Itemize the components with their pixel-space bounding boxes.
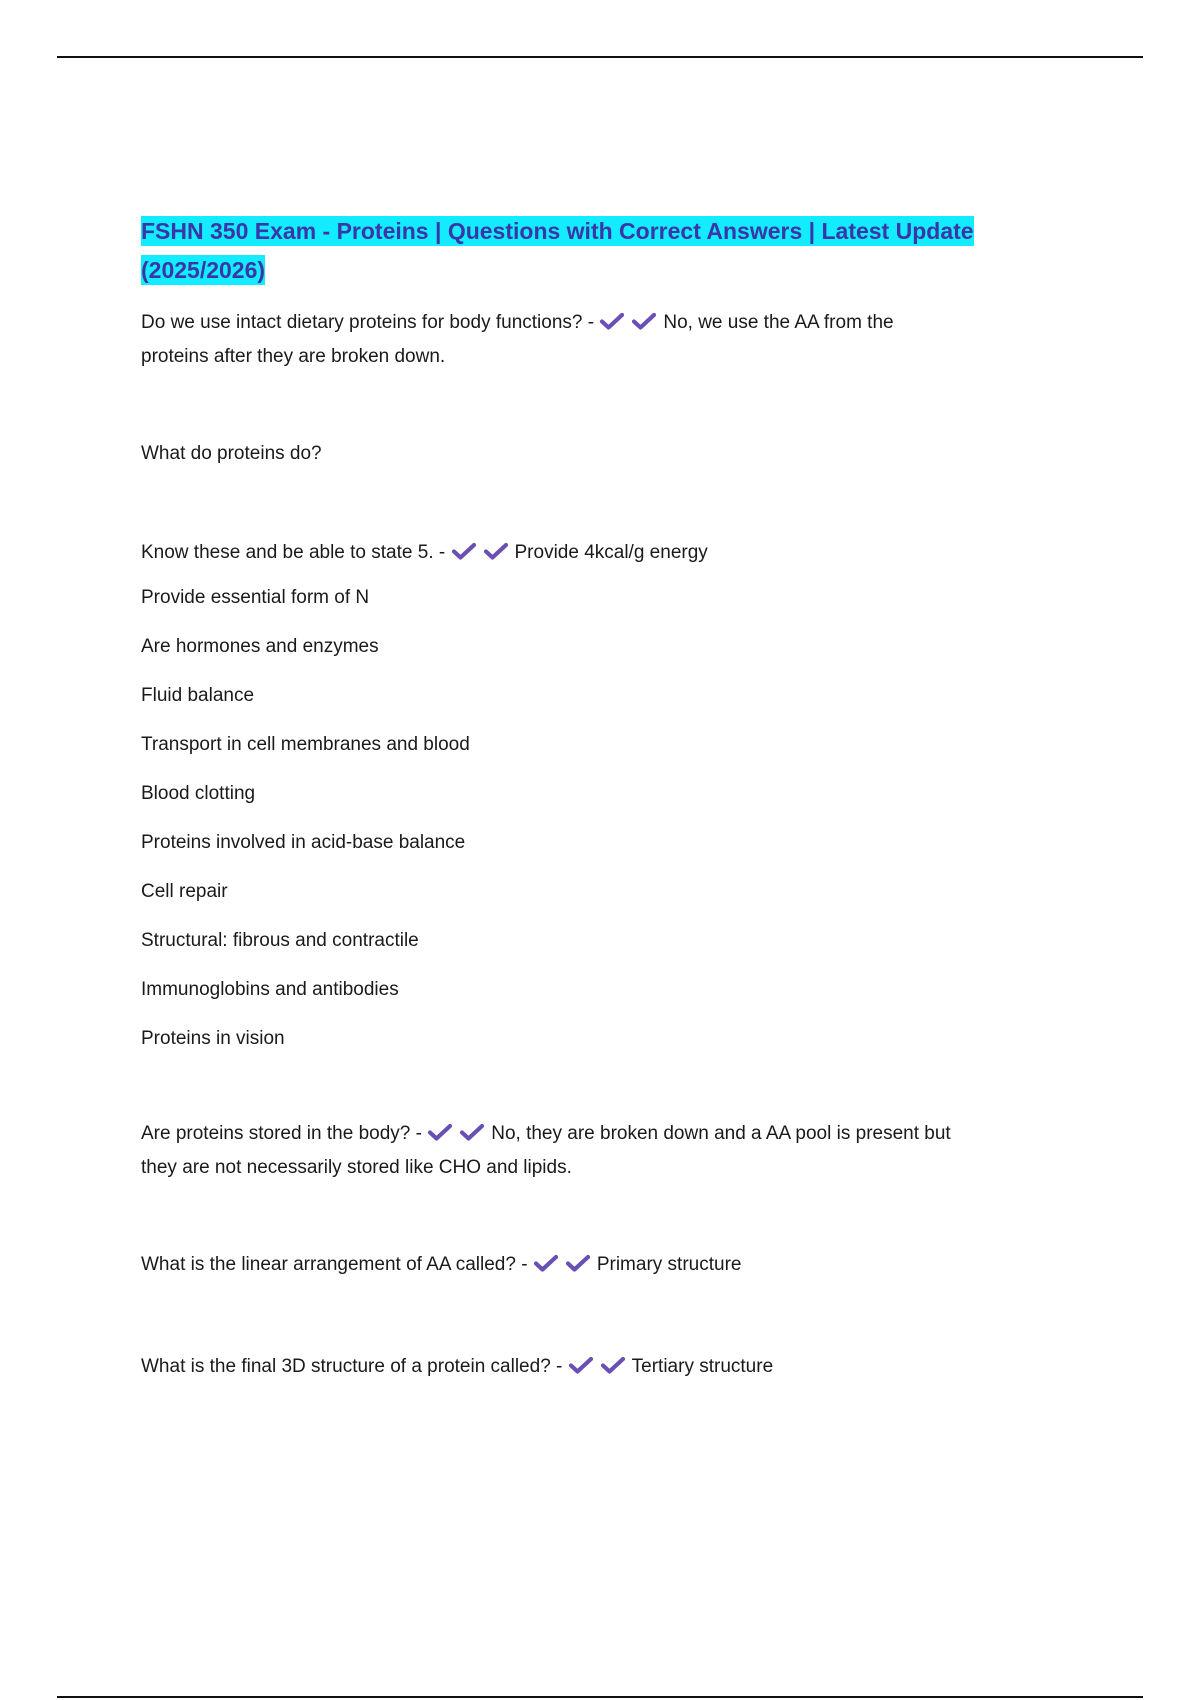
check-icon: [631, 312, 657, 330]
check-icon: [533, 1254, 559, 1272]
qa-item-1: [141, 306, 1076, 374]
bottom-rule: [57, 1696, 1143, 1698]
question-text: What do proteins do?: [141, 443, 322, 464]
question-text: Do we use intact dietary proteins for body functions? -: [141, 312, 595, 333]
list-item: Proteins in vision: [141, 1028, 285, 1049]
question-text: What is the final 3D structure of a protein called? -: [141, 1356, 563, 1377]
answer-text: Primary structure: [596, 1254, 742, 1275]
list-item: Blood clotting: [141, 783, 256, 804]
answer-text-continued: proteins after they are broken down.: [141, 346, 446, 367]
list-item: Are hormones and enzymes: [141, 636, 379, 657]
list-item: Transport in cell membranes and blood: [141, 734, 470, 755]
qa-item-6: [141, 1350, 1076, 1384]
question-text: Are proteins stored in the body? -: [141, 1123, 422, 1144]
list-item: Fluid balance: [141, 685, 255, 706]
answer-text: No, we use the AA from the: [663, 312, 894, 333]
check-icon: [565, 1254, 591, 1272]
answer-text-continued: they are not necessarily stored like CHO and lipids.: [141, 1157, 572, 1178]
list-item: Proteins involved in acid-base balance: [141, 832, 466, 853]
question-text: What is the linear arrangement of AA called? -: [141, 1254, 528, 1275]
answer-text: Provide 4kcal/g energy: [514, 542, 708, 563]
protein-functions-list: [141, 585, 1076, 1051]
check-icon: [599, 312, 625, 330]
check-icon: [427, 1123, 453, 1141]
check-icon: [483, 542, 509, 560]
check-icon: [451, 542, 477, 560]
top-rule: [57, 56, 1143, 58]
qa-item-5: [141, 1248, 1076, 1282]
list-item: Provide essential form of N: [141, 587, 370, 608]
answer-text: Tertiary structure: [631, 1356, 774, 1377]
qa-item-2: [141, 437, 1076, 471]
qa-item-4: [141, 1117, 1076, 1185]
list-item: Cell repair: [141, 881, 228, 902]
qa-item-3: [141, 536, 1076, 570]
check-icon: [459, 1123, 485, 1141]
answer-text: No, they are broken down and a AA pool is present but: [491, 1123, 951, 1144]
document-title: [141, 212, 1076, 290]
list-item: Structural: fibrous and contractile: [141, 930, 419, 951]
document-body: [141, 212, 1076, 1384]
check-icon: [600, 1356, 626, 1374]
question-text: Know these and be able to state 5. -: [141, 542, 446, 563]
title-line-2: (2025/2026): [141, 257, 266, 283]
title-line-1: FSHN 350 Exam - Proteins | Questions with Correct Answers | Latest Update: [141, 218, 974, 244]
list-item: Immunoglobins and antibodies: [141, 979, 399, 1000]
check-icon: [568, 1356, 594, 1374]
